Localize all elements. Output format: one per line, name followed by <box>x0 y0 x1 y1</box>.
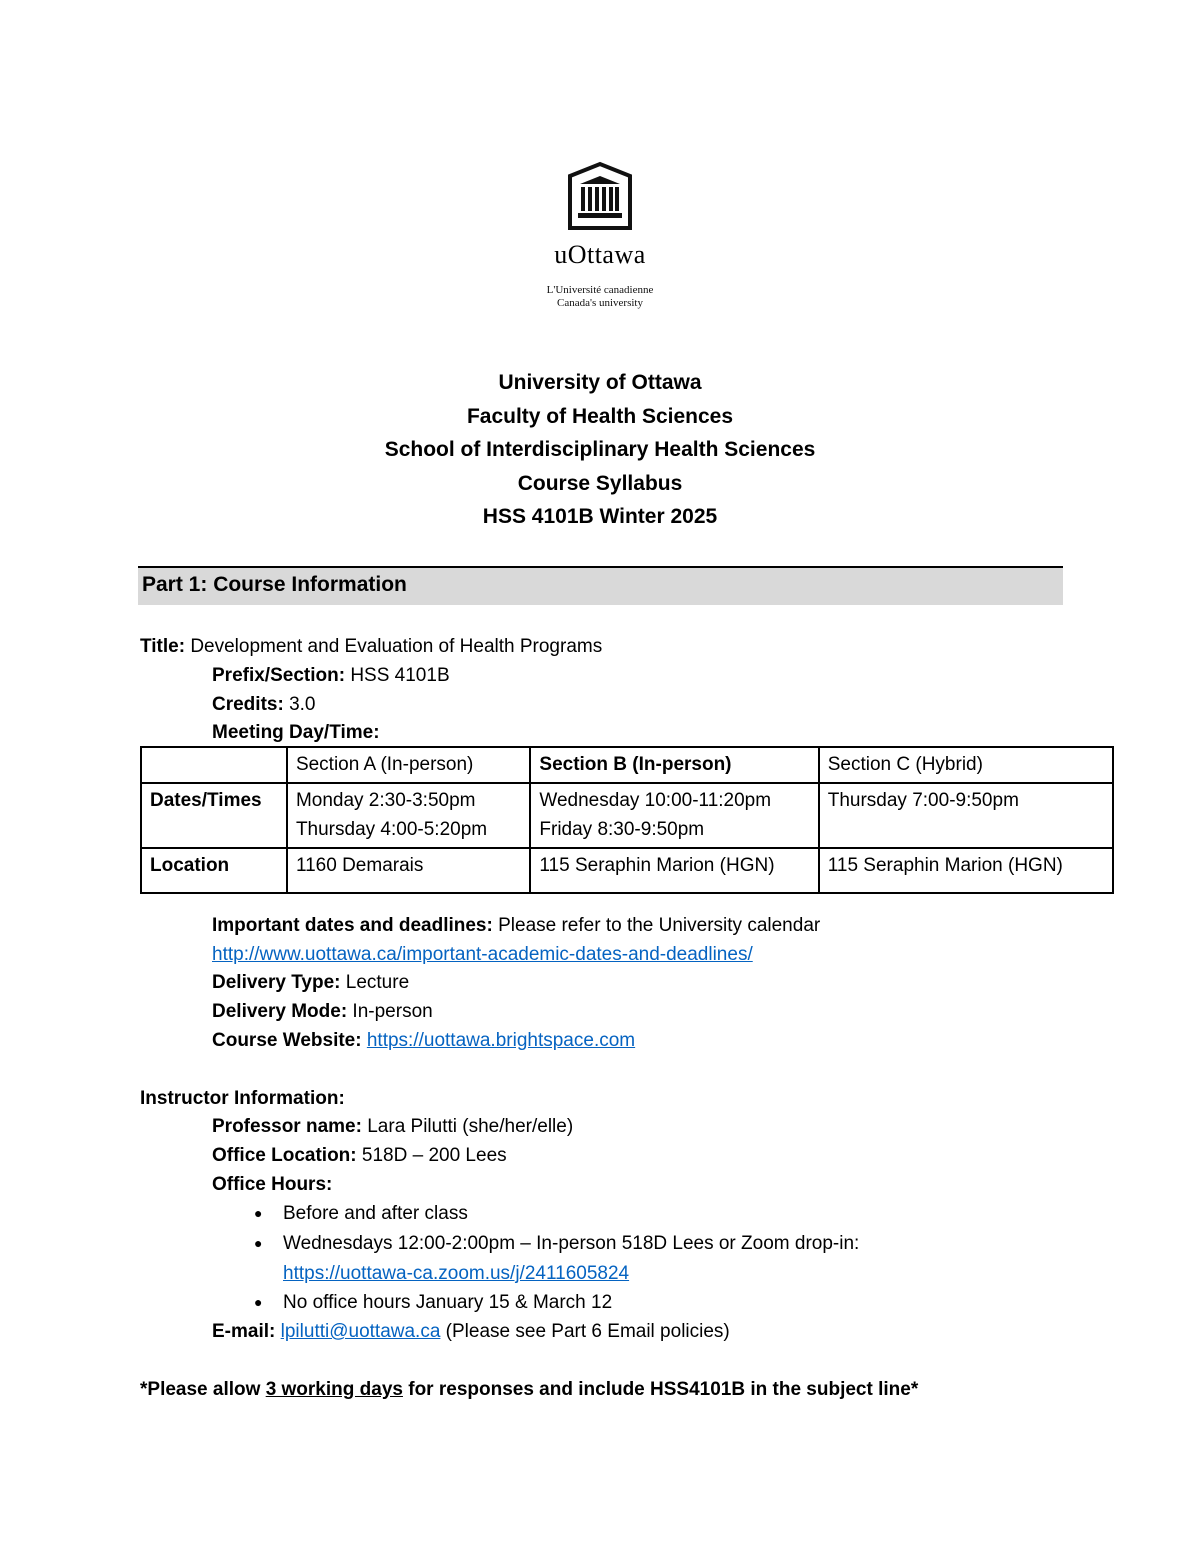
row-label-dates: Dates/Times <box>141 783 287 848</box>
prefix-line <box>212 661 450 690</box>
response-notice <box>140 1375 918 1404</box>
bullet-icon: ● <box>254 1205 263 1221</box>
notice-pre: *Please allow <box>140 1379 266 1400</box>
course-title-label: Title: <box>140 636 186 657</box>
prefix-value: HSS 4101B <box>345 665 450 686</box>
email-label: E-mail: <box>212 1321 276 1342</box>
table-header-cell: Section A (In-person) <box>287 747 530 783</box>
document-header <box>0 366 1200 534</box>
office-location-value: 518D – 200 Lees <box>356 1145 507 1166</box>
prefix-label: Prefix/Section: <box>212 665 346 686</box>
logo-wordmark: uOttawa <box>554 240 646 269</box>
delivery-type-label: Delivery Type: <box>212 972 341 993</box>
table-row <box>141 848 1113 893</box>
table-cell <box>287 783 530 848</box>
school-name: School of Interdisciplinary Health Sciences <box>384 438 816 462</box>
email-link[interactable]: lpilutti@uottawa.ca <box>280 1321 441 1342</box>
professor-label: Professor name: <box>212 1116 362 1137</box>
course-website-line <box>212 1026 635 1055</box>
schedule-table <box>140 746 1114 894</box>
course-term: HSS 4101B Winter 2025 <box>482 505 718 529</box>
delivery-mode-line <box>212 997 433 1026</box>
cell-line: Friday 8:30-9:50pm <box>539 819 705 840</box>
zoom-link-line <box>283 1259 629 1288</box>
course-title-value: Development and Evaluation of Health Programs <box>185 636 603 657</box>
table-row <box>141 783 1113 848</box>
notice-post: for responses and include HSS4101B in the subject line* <box>402 1379 919 1400</box>
office-hours-item: No office hours January 15 & March 12 <box>283 1292 613 1313</box>
document-type: Course Syllabus <box>517 471 683 495</box>
table-cell <box>287 848 530 893</box>
university-name: University of Ottawa <box>498 371 702 394</box>
cell-line: Monday 2:30-3:50pm <box>295 790 476 811</box>
zoom-link[interactable]: https://uottawa-ca.zoom.us/j/2411605824 <box>283 1263 630 1284</box>
office-hours-item: Before and after class <box>283 1203 468 1224</box>
delivery-mode-label: Delivery Mode: <box>212 1001 348 1022</box>
delivery-type-line <box>212 968 409 997</box>
professor-line <box>212 1112 573 1141</box>
credits-label: Credits: <box>212 694 284 715</box>
cell-line: 115 Seraphin Marion (HGN) <box>827 855 1063 876</box>
table-cell <box>819 848 1113 893</box>
credits-line <box>212 690 316 719</box>
table-cell <box>530 783 818 848</box>
notice-emphasis: 3 working days <box>265 1379 403 1400</box>
delivery-type-value: Lecture <box>340 972 410 993</box>
meeting-label: Meeting Day/Time: <box>212 722 380 743</box>
cell-line: 115 Seraphin Marion (HGN) <box>539 855 775 876</box>
office-hours-line <box>212 1170 332 1199</box>
email-line <box>212 1317 730 1346</box>
important-dates-label: Important dates and deadlines: <box>212 915 493 936</box>
course-website-link[interactable]: https://uottawa.brightspace.com <box>366 1030 636 1051</box>
table-header-row <box>141 747 1113 783</box>
faculty-name: Faculty of Health Sciences <box>466 404 734 428</box>
office-hours-label: Office Hours: <box>212 1174 333 1195</box>
delivery-mode-value: In-person <box>347 1001 433 1022</box>
building-icon <box>520 160 680 240</box>
part1-heading: Part 1: Course Information <box>142 573 407 596</box>
course-title-line <box>140 632 602 661</box>
office-location-line <box>212 1141 507 1170</box>
important-dates-link-line <box>212 940 753 969</box>
important-dates-line <box>212 911 820 940</box>
university-logo <box>520 160 680 320</box>
cell-line: Thursday 7:00-9:50pm <box>827 790 1019 811</box>
credits-value: 3.0 <box>283 694 316 715</box>
course-website-label: Course Website: <box>212 1030 362 1051</box>
office-hours-item: Wednesdays 12:00-2:00pm – In-person 518D Lees or Zoom drop-in: <box>283 1233 860 1254</box>
bullet-icon: ● <box>254 1235 263 1251</box>
cell-line: 1160 Demarais <box>295 855 424 876</box>
logo-tagline-en: Canada's university <box>557 297 643 309</box>
cell-line: Thursday 4:00-5:20pm <box>295 819 488 840</box>
office-location-label: Office Location: <box>212 1145 357 1166</box>
instructor-heading: Instructor Information: <box>140 1088 345 1109</box>
important-dates-link[interactable]: http://www.uottawa.ca/important-academic-dates-and-deadlines/ <box>212 944 753 965</box>
meeting-line <box>212 718 380 747</box>
row-label-location: Location <box>141 848 287 893</box>
table-header-cell: Section B (In-person) <box>530 747 818 783</box>
cell-line: Wednesday 10:00-11:20pm <box>539 790 772 811</box>
table-cell <box>530 848 818 893</box>
logo-tagline-fr: L'Université canadienne <box>546 284 654 296</box>
table-cell <box>819 783 1113 848</box>
important-dates-value: Please refer to the University calendar <box>492 915 821 936</box>
bullet-icon: ● <box>254 1294 263 1310</box>
email-note: (Please see Part 6 Email policies) <box>440 1321 730 1342</box>
table-header-cell: Section C (Hybrid) <box>819 747 1113 783</box>
part1-heading-bar <box>138 568 1063 605</box>
professor-value: Lara Pilutti (she/her/elle) <box>361 1116 574 1137</box>
table-header-cell <box>141 747 287 783</box>
